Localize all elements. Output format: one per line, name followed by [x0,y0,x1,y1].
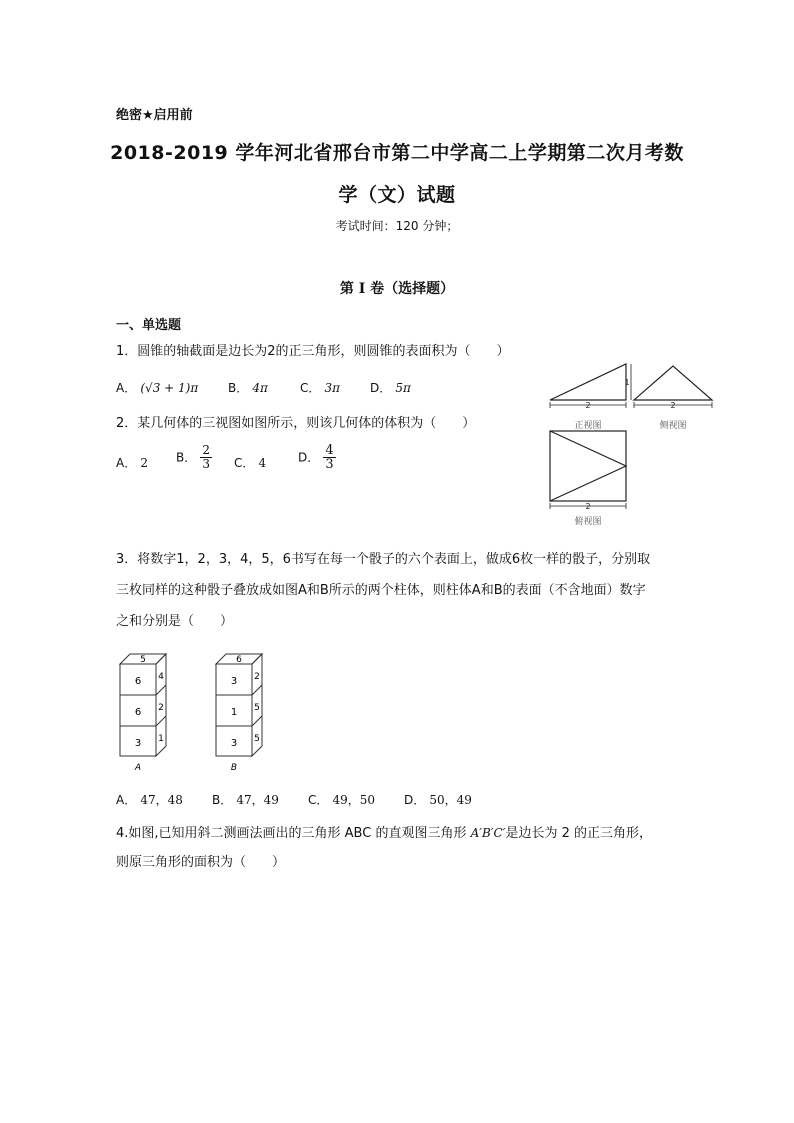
q2-option-b: B． $\frac{2}{3}$ [176,443,211,471]
secret-label: 绝密★启用前 [116,108,193,123]
q1-option-c: C． 3π [300,381,341,395]
front-view [550,364,631,431]
dice-b-front-1: 3 [230,676,238,687]
side-width-label: 2 [670,401,676,410]
dice-a-side-3: 1 [158,734,164,744]
q2-option-c: C． 4 [234,456,267,470]
q3-option-b: B． 47，49 [212,793,279,807]
dice-b-front-2: 1 [230,707,238,718]
question-4-line2: 则原三角形的面积为（ ） [116,855,286,870]
dice-b-front-3: 3 [230,738,238,749]
q4-triangle-symbol: A′B′C′ [470,826,506,840]
dice-b-top: 6 [236,655,242,665]
front-view-label: 正视图 [574,421,602,431]
dice-b-side-2: 5 [254,703,260,713]
question-3-line3: 之和分别是（ ） [116,614,234,629]
dice-stack-b [216,654,262,773]
top-width-label: 2 [585,502,591,511]
q1-option-a: A． (√3 + 1)π [116,381,199,395]
q1-option-d: D． 5π [370,381,411,395]
dice-b-label: B [230,763,238,773]
dice-b-side-3: 5 [254,734,260,744]
question-1-text: 1．圆锥的轴截面是边长为2的正三角形，则圆锥的表面积为（ ） [116,344,510,359]
dice-stack-a [120,654,166,773]
q3-option-a: A． 47，48 [116,793,183,807]
front-height-label: 1 [624,378,630,387]
part-title: 第 I 卷（选择题） [339,281,455,297]
question-3-line1: 3．将数字1，2，3，4，5，6书写在每一个骰子的六个表面上，做成6枚一样的骰子，分别取 [116,552,651,567]
dice-stacks-figure [116,650,276,775]
exam-title-line2: 学（文）试题 [338,184,456,206]
dice-a-side-2: 2 [158,703,164,713]
dice-a-label: A [134,763,142,773]
side-view-label: 侧视图 [659,421,687,431]
dice-b-side-1: 2 [254,672,260,682]
q3-option-c: C． 49，50 [308,793,376,807]
top-view-label: 俯视图 [574,517,602,527]
dice-a-top: 5 [140,655,146,665]
dice-a-front-3: 3 [134,738,142,749]
q2-option-b-fraction: $\frac{2}{3}$ [202,443,211,471]
q2-option-d-fraction: $\frac{4}{3}$ [325,443,334,472]
q1-option-b: B． 4π [228,381,268,395]
dice-a-front-2: 6 [134,707,142,718]
question-3-line2: 三枚同样的这种骰子叠放成如图A和B所示的两个柱体，则柱体A和B的表面（不含地面）数字 [116,583,646,598]
q2-option-d: D． $\frac{4}{3}$ [298,443,334,472]
front-width-label: 2 [585,401,591,410]
exam-time: 考试时间：120 分钟； [335,219,459,233]
exam-title-line1: 2018-2019 学年河北省邢台市第二中学高二上学期第二次月考数 [110,142,684,164]
question-2-text: 2．某几何体的三视图如图所示，则该几何体的体积为（ ） [116,416,476,431]
side-view [634,366,712,431]
dice-a-side-1: 4 [158,672,164,682]
dice-a-front-1: 6 [134,676,142,687]
q3-option-d: D． 50，49 [404,793,472,807]
q2-option-a: A． 2 [116,456,148,470]
question-4-line1: 4.如图,已知用斜二测画法画出的三角形 ABC 的直观图三角形 A′B′C′是边长为 2 的正三角形， [116,826,652,841]
three-view-figure [540,358,720,530]
top-view [550,431,626,527]
section-title: 一、单选题 [116,318,182,333]
question-2-options [116,444,376,484]
